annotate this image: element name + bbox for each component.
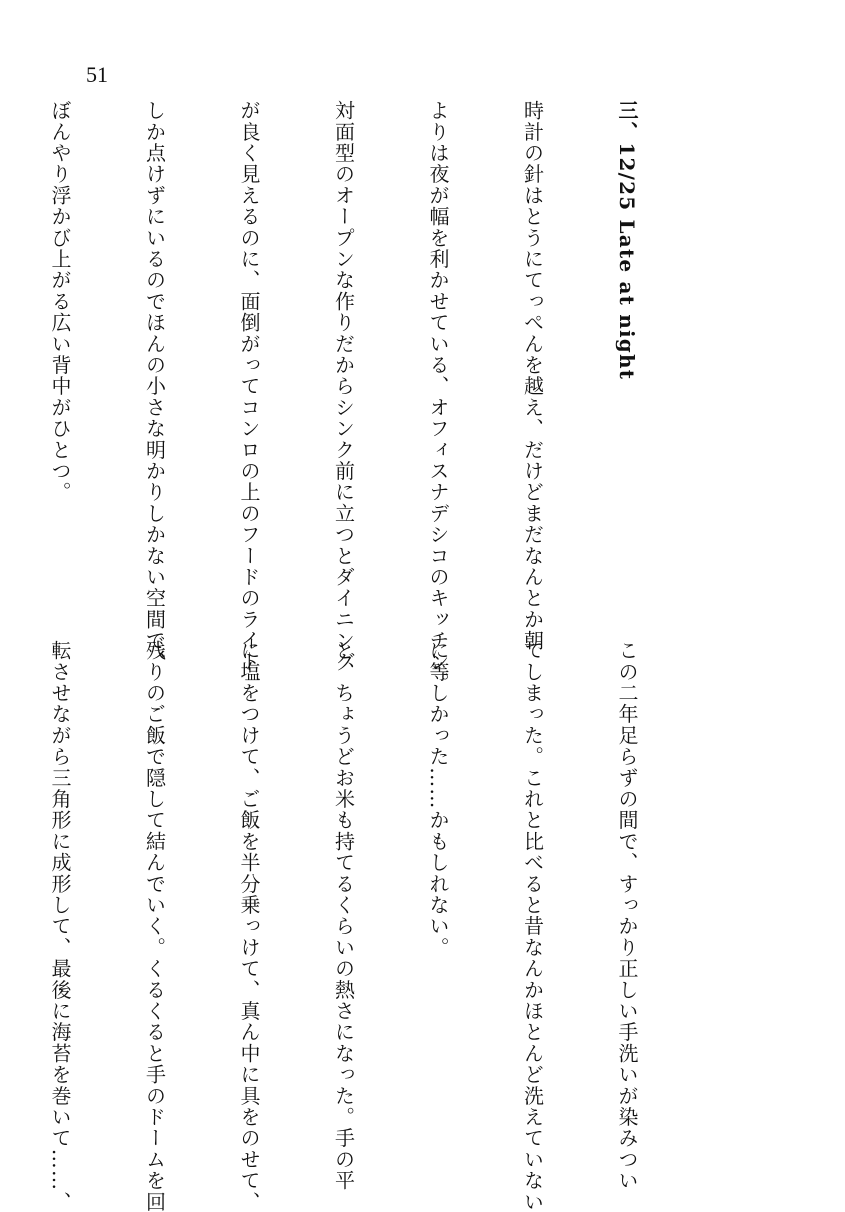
chapter-title: 三、12/25 Late at night [615, 100, 639, 381]
text-line: てしまった。これと比べると昔なんかほとんど洗えていない [520, 640, 545, 1212]
text-line: が良く見えるのに、面倒がってコンロの上のフードのライト [237, 100, 261, 673]
upper-text-block [48, 100, 705, 694]
text-line: 時計の針はとうにてっぺんを越え、だけどまだなんとか朝 [520, 100, 545, 652]
lower-text-block [48, 640, 705, 1212]
text-line: よりは夜が幅を利かせている、オフィスナデシコのキッチン。 [426, 100, 450, 694]
text-line: に等しかった……かもしれない。 [426, 640, 450, 958]
text-line: 転させながら三角形に成形して、最後に海苔を巻いて……、 [48, 640, 72, 1212]
text-line: しか点けずにいるのでほんの小さな明かりしかない空間で、 [142, 100, 167, 673]
text-line: に塩をつけて、ご飯を半分乗っけて、真ん中に具をのせて、 [237, 640, 261, 1212]
text-line: と、ちょうどお米も持てるくらいの熱さになった。手の平 [331, 640, 356, 1192]
text-line: この二年足らずの間で、すっかり正しい手洗いが染みつい [615, 640, 639, 1192]
page-number: 51 [86, 62, 108, 87]
text-line: ぼんやり浮かび上がる広い背中がひとつ。 [48, 100, 72, 503]
text-line: 残りのご飯で隠して結んでいく。くるくると手のドームを回 [142, 640, 167, 1212]
text-line: 対面型のオープンな作りだからシンク前に立つとダイニング [331, 100, 356, 673]
